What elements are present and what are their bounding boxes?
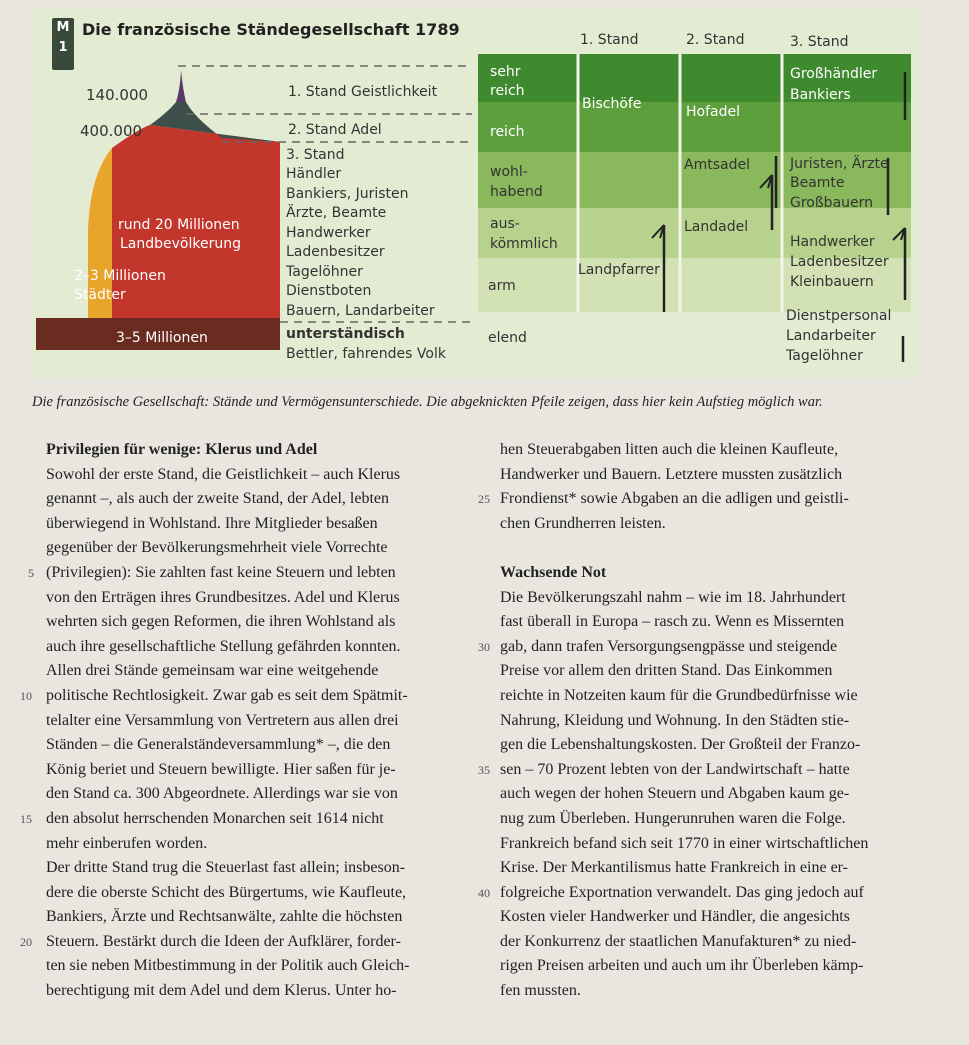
col3-juristen: Juristen, Ärzte [790, 156, 889, 172]
col3-grossbauern: Großbauern [790, 195, 874, 211]
left-text-line-7: auch ihre gesellschaftliche Stellung gefährden konnten. [46, 637, 401, 655]
left-text-line-11: Ständen – die Generalständeversammlung* –, die den [46, 736, 391, 754]
estate-3: 3. Stand [286, 147, 345, 163]
col3-dienstpersonal: Dienstpersonal [786, 308, 892, 324]
right-text-line-a-0: hen Steuerabgaben litten auch die kleinen Kaufleute, [500, 441, 839, 458]
left-text-line-13: den Stand ca. 300 Abgeordnete. Allerdings war sie von [46, 785, 398, 803]
right-text-line-a-2: Frondienst* sowie Abgaben an die adligen und geistli- [500, 490, 849, 508]
right-text-line-b-14: der Konkurrenz der staatlichen Manufakturen* zu nied- [500, 932, 857, 950]
col3-handwerker: Handwerker [790, 234, 875, 250]
col3-bankiers: Bankiers [790, 87, 851, 103]
estate-3-item: Tagelöhner [286, 263, 363, 280]
right-text-line-b-15: rigen Preisen arbeiten und auch um ihr Überleben kämp- [500, 957, 864, 975]
left-column [46, 438, 466, 1004]
wealth-koemmlich: kömmlich [490, 236, 558, 252]
wealth-habend: habend [490, 184, 543, 200]
wealth-reich2: reich [490, 124, 525, 140]
figure-caption: Die französische Gesellschaft: Stände und Vermögensunterschiede. Die abgeknickten Pfeile zeigen, dass hier kein Aufstieg möglich war. [32, 394, 823, 410]
label-140000: 140.000 [86, 86, 149, 104]
right-column [500, 438, 920, 1004]
right-text-line-a-3: chen Grundherren leisten. [500, 514, 666, 532]
wealth-arm: arm [488, 278, 516, 294]
line-number-20: 20 [20, 935, 32, 949]
left-text-line-17: dere die oberste Schicht des Bürgertums, wie Kaufleute, [46, 883, 407, 901]
label-400000: 400.000 [80, 122, 143, 140]
right-text-line-b-2: gab, dann trafen Versorgungsengpässe und steigende [500, 637, 838, 655]
material-badge: M 1 [52, 18, 74, 70]
right-text-line-b-13: Kosten vieler Handwerker und Händler, die angesichts [500, 908, 850, 926]
wealth-sehr: sehr [490, 64, 521, 80]
estate-3-item: Handwerker [286, 224, 371, 241]
right-text-line-b-7: sen – 70 Prozent lebten von der Landwirtschaft – hatte [500, 760, 850, 778]
estate-3-item: Bauern, Landarbeiter [286, 302, 435, 319]
line-number-30: 30 [478, 640, 490, 654]
left-text-line-20: ten sie neben Mitbestimmung in der Politik auch Gleich- [46, 957, 410, 975]
wealth-elend: elend [488, 330, 527, 346]
line-number-35: 35 [478, 763, 490, 777]
col3-ladenbesitzer: Ladenbesitzer [790, 254, 889, 270]
left-text-line-0: Sowohl der erste Stand, die Geistlichkeit – auch Klerus [46, 465, 401, 483]
right-text-line-b-8: auch wegen der hohen Steuern und Abgaben kaum ge- [500, 785, 850, 803]
right-text-line-b-9: nug zum Überleben. Hungerunruhen waren die Folge. [500, 809, 846, 827]
estate-3-item: Bankiers, Juristen [286, 185, 409, 202]
estate-2: 2. Stand Adel [288, 122, 382, 138]
left-text-line-12: König beriet und Steuern bewilligte. Hier saßen für je- [46, 760, 396, 778]
right-text-line-b-3: Preise vor allem den dritten Stand. Das Einkommen [500, 662, 833, 680]
left-text-line-18: Bankiers, Ärzte und Rechtsanwälte, zahlte die höchsten [46, 908, 403, 926]
right-text-line-b-16: fen mussten. [500, 982, 581, 1000]
label-stadt: 2–3 Millionen [74, 268, 166, 284]
line-number-25: 25 [478, 492, 490, 506]
label-land: rund 20 Millionen [118, 217, 240, 233]
col-head-3: 3. Stand [790, 34, 849, 50]
left-text-line-14: den absolut herrschenden Monarchen seit 1614 nicht [46, 809, 384, 827]
col-head-2: 2. Stand [686, 32, 745, 48]
col-head-1: 1. Stand [580, 32, 639, 48]
col1-bischoefe: Bischöfe [582, 96, 642, 112]
col3-landarbeiter: Landarbeiter [786, 328, 876, 344]
right-body-1 [500, 438, 920, 536]
figure-title: Die französische Ständegesellschaft 1789 [82, 20, 460, 39]
estate-3-item: Ladenbesitzer [286, 244, 385, 260]
col1-landpfarrer: Landpfarrer [578, 262, 660, 278]
col3-beamte: Beamte [790, 175, 845, 191]
right-text-line-b-6: gen die Lebenshaltungskosten. Der Großteil der Franzo- [500, 736, 861, 754]
left-text-line-16: Der dritte Stand trug die Steuerlast fast allein; insbeson- [46, 859, 406, 877]
col3-kleinbauern: Kleinbauern [790, 274, 874, 290]
label-stadt2: Städter [74, 287, 126, 303]
wealth-reich1: reich [490, 83, 525, 99]
left-text-line-4: (Privilegien): Sie zahlten fast keine Steuern und lebten [46, 563, 396, 581]
right-body-2 [500, 586, 920, 1004]
line-number-15: 15 [20, 812, 32, 826]
left-text-line-9: politische Rechtlosigkeit. Zwar gab es seit dem Spätmit- [46, 686, 408, 704]
estate-1: 1. Stand Geistlichkeit [288, 84, 438, 100]
right-text-line-b-5: Nahrung, Kleidung und Wohnung. In den Städten stie- [500, 711, 850, 729]
left-text-line-2: überwiegend in Wohlstand. Ihre Mitglieder besaßen [46, 514, 378, 532]
wealth-aus: aus- [490, 216, 520, 232]
estate-unter: unterständisch [286, 326, 405, 342]
right-text-line-b-10: Frankreich befand sich seit 1770 in einer wirtschaftlichen [500, 834, 869, 852]
col3-grosshaendler: Großhändler [790, 66, 878, 82]
left-text-line-5: von den Erträgen ihres Grundbesitzes. Adel und Klerus [46, 588, 400, 606]
pyramid-klerus [176, 70, 186, 102]
estate-3-item: Händler [286, 166, 342, 182]
right-heading: Wachsende Not [500, 563, 607, 581]
right-text-line-b-0: Die Bevölkerungszahl nahm – wie im 18. Jahrhundert [500, 588, 846, 606]
col3-tageloehner: Tagelöhner [786, 348, 863, 364]
estate-bettler: Bettler, fahrendes Volk [286, 346, 446, 362]
estate-3-item: Dienstboten [286, 283, 372, 299]
right-text-line-a-1: Handwerker und Bauern. Letztere mussten zusätzlich [500, 465, 843, 483]
left-text-line-10: telalter eine Versammlung von Vertretern aus allen drei [46, 711, 399, 729]
line-number-5: 5 [28, 566, 34, 580]
col2-landadel: Landadel [684, 219, 749, 235]
right-text-line-b-12: folgreiche Exportnation verwandelt. Das ging jedoch auf [500, 883, 864, 901]
left-text-line-15: mehr einberufen worden. [46, 834, 208, 852]
line-number-10: 10 [20, 689, 32, 703]
left-text-line-8: Allen drei Stände gemeinsam war eine weitgehende [46, 662, 379, 680]
left-text-line-1: genannt –, als auch der zweite Stand, der Adel, lebten [46, 490, 389, 508]
col2-hofadel: Hofadel [686, 104, 740, 120]
left-text-line-19: Steuern. Bestärkt durch die Ideen der Aufklärer, forder- [46, 932, 401, 950]
estate-3-list [286, 165, 435, 321]
right-text-line-b-1: fast überall in Europa – rasch zu. Wenn es Missernten [500, 613, 845, 631]
left-text-line-3: gegenüber der Bevölkerungsmehrheit viele Vorrechte [46, 539, 388, 557]
wealth-wohl: wohl- [490, 164, 528, 180]
right-text-line-b-4: reichte in Notzeiten kaum für die Grundbedürfnisse wie [500, 686, 858, 704]
left-text-line-6: wehrten sich gegen Reformen, die ihren Wohlstand als [46, 613, 396, 631]
left-text-line-21: berechtigung mit dem Adel und dem Klerus. Unter ho- [46, 982, 397, 1000]
left-heading: Privilegien für wenige: Klerus und Adel [46, 441, 318, 458]
col2-amtsadel: Amtsadel [684, 157, 750, 173]
line-number-40: 40 [478, 886, 490, 900]
label-unter: 3–5 Millionen [116, 330, 208, 346]
label-land2: Landbevölkerung [120, 236, 241, 252]
right-text-line-b-11: Krise. Der Merkantilismus hatte Frankreich in eine er- [500, 859, 849, 877]
left-body [46, 463, 466, 1004]
estate-3-item: Ärzte, Beamte [286, 205, 387, 221]
